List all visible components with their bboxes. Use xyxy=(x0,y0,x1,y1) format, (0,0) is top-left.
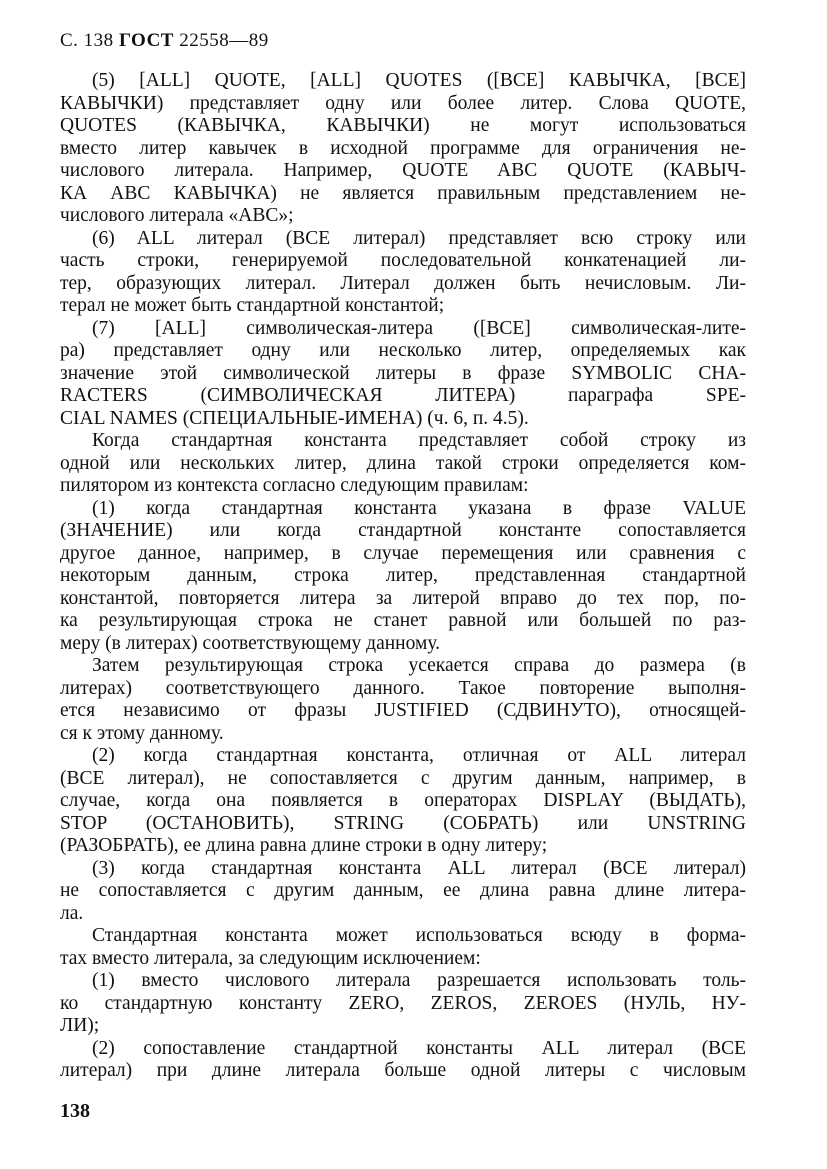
text-line: (2) когда стандартная константа, отличная от ALL литерал xyxy=(92,745,746,766)
text-line: литерал) при длине литерала больше одной литеры с числовым xyxy=(60,1060,746,1081)
text-line: ра) представляет одну или несколько литер, определяемых как xyxy=(60,340,746,361)
text-line: тер, образующих литерал. Литерал должен быть нечисловым. Ли- xyxy=(60,272,746,294)
text-line: (РАЗОБРАТЬ), ее длина равна длине строки в одну литеру; xyxy=(60,835,548,856)
text-line: некоторым данным, строка литер, представленная стандартной xyxy=(60,565,746,586)
text-line: (7) [ALL] символическая-литера ([ВСЕ] символическая-лите- xyxy=(92,317,746,339)
text-line: тах вместо литерала, за следующим исключением: xyxy=(60,947,481,969)
text-line: ка результирующая строка не станет равной или большей по раз- xyxy=(60,610,746,631)
text-line: (ВСЕ литерал), не сопоставляется с другим данным, например, в xyxy=(60,767,746,789)
text-line: числового литерала. Например, QUOTE ABC QUOTE (КАВЫЧ- xyxy=(60,160,746,181)
text-line: не сопоставляется с другим данным, ее длина равна длине литера- xyxy=(60,880,746,901)
text-line: одной или нескольких литер, длина такой строки определяется ком- xyxy=(60,452,746,474)
text-line: ся к этому данному. xyxy=(60,722,224,744)
text-line: терал не может быть стандартной константой; xyxy=(60,295,445,316)
text-line: RACTERS (СИМВОЛИЧЕСКАЯ ЛИТЕРА) параграфа SPE- xyxy=(60,385,746,406)
text-line: вместо литер кавычек в исходной программе для ограничения не- xyxy=(60,137,746,159)
text-line: другое данное, например, в случае перемещения или сравнения с xyxy=(60,542,746,564)
text-line: Когда стандартная константа представляет собой строку из xyxy=(92,430,746,451)
document-body xyxy=(60,70,746,1083)
text-line: числового литерала «ABC»; xyxy=(60,205,294,226)
text-line: Стандартная константа может использоваться всюду в форма- xyxy=(92,925,746,946)
text-line: STOP (ОСТАНОВИТЬ), STRING (СОБРАТЬ) или UNSTRING xyxy=(60,812,746,834)
text-line: пилятором из контекста согласно следующим правилам: xyxy=(60,475,529,496)
text-line: КАВЫЧКИ) представляет одну или более литер. Слова QUOTE, xyxy=(60,92,746,114)
header-gost-label: ГОСТ xyxy=(118,30,174,51)
text-line: ко стандартную константу ZERO, ZEROS, ZEROES (НУЛЬ, НУ- xyxy=(60,992,746,1014)
text-line: ла. xyxy=(60,902,84,924)
text-line: (1) вместо числового литерала разрешается использовать толь- xyxy=(92,970,746,991)
text-line: (5) [ALL] QUOTE, [ALL] QUOTES ([ВСЕ] КАВЫЧКА, [ВСЕ] xyxy=(92,70,746,91)
text-line: КА ABC КАВЫЧКА) не является правильным представлением не- xyxy=(60,182,746,204)
text-line: (6) ALL литерал (ВСЕ литерал) представляет всю строку или xyxy=(92,227,746,249)
page-number: 138 xyxy=(60,1100,90,1122)
page-header xyxy=(60,30,269,52)
text-line: CIAL NAMES (СПЕЦИАЛЬНЫЕ-ИМЕНА) (ч. 6, п. 4.5). xyxy=(60,407,529,429)
text-line: меру (в литерах) соответствующему данному. xyxy=(60,632,440,654)
text-line: значение этой символической литеры в фразе SYMBOLIC CHA- xyxy=(60,362,746,384)
text-line: Затем результирующая строка усекается справа до размера (в xyxy=(92,655,746,676)
text-line: QUOTES (КАВЫЧКА, КАВЫЧКИ) не могут использоваться xyxy=(60,115,746,136)
text-line: часть строки, генерируемой последовательной конкатенацией ли- xyxy=(60,250,746,271)
text-line: (ЗНАЧЕНИЕ) или когда стандартной константе сопоставляется xyxy=(60,520,746,541)
text-line: константой, повторяется литера за литерой вправо до тех пор, по- xyxy=(60,587,746,609)
header-standard-number: 22558—89 xyxy=(179,30,269,51)
text-line: (1) когда стандартная константа указана в фразе VALUE xyxy=(92,497,746,519)
text-line: ется независимо от фразы JUSTIFIED (СДВИНУТО), относящей- xyxy=(60,700,746,721)
text-line: (3) когда стандартная константа ALL литерал (ВСЕ литерал) xyxy=(92,857,746,879)
text-line: случае, когда она появляется в операторах DISPLAY (ВЫДАТЬ), xyxy=(60,790,746,811)
text-line: (2) сопоставление стандартной константы ALL литерал (ВСЕ xyxy=(92,1037,746,1059)
text-line: ЛИ); xyxy=(60,1015,100,1036)
text-line: литерах) соответствующего данного. Такое повторение выполня- xyxy=(60,677,746,699)
header-page-ref: С. 138 xyxy=(60,30,114,51)
